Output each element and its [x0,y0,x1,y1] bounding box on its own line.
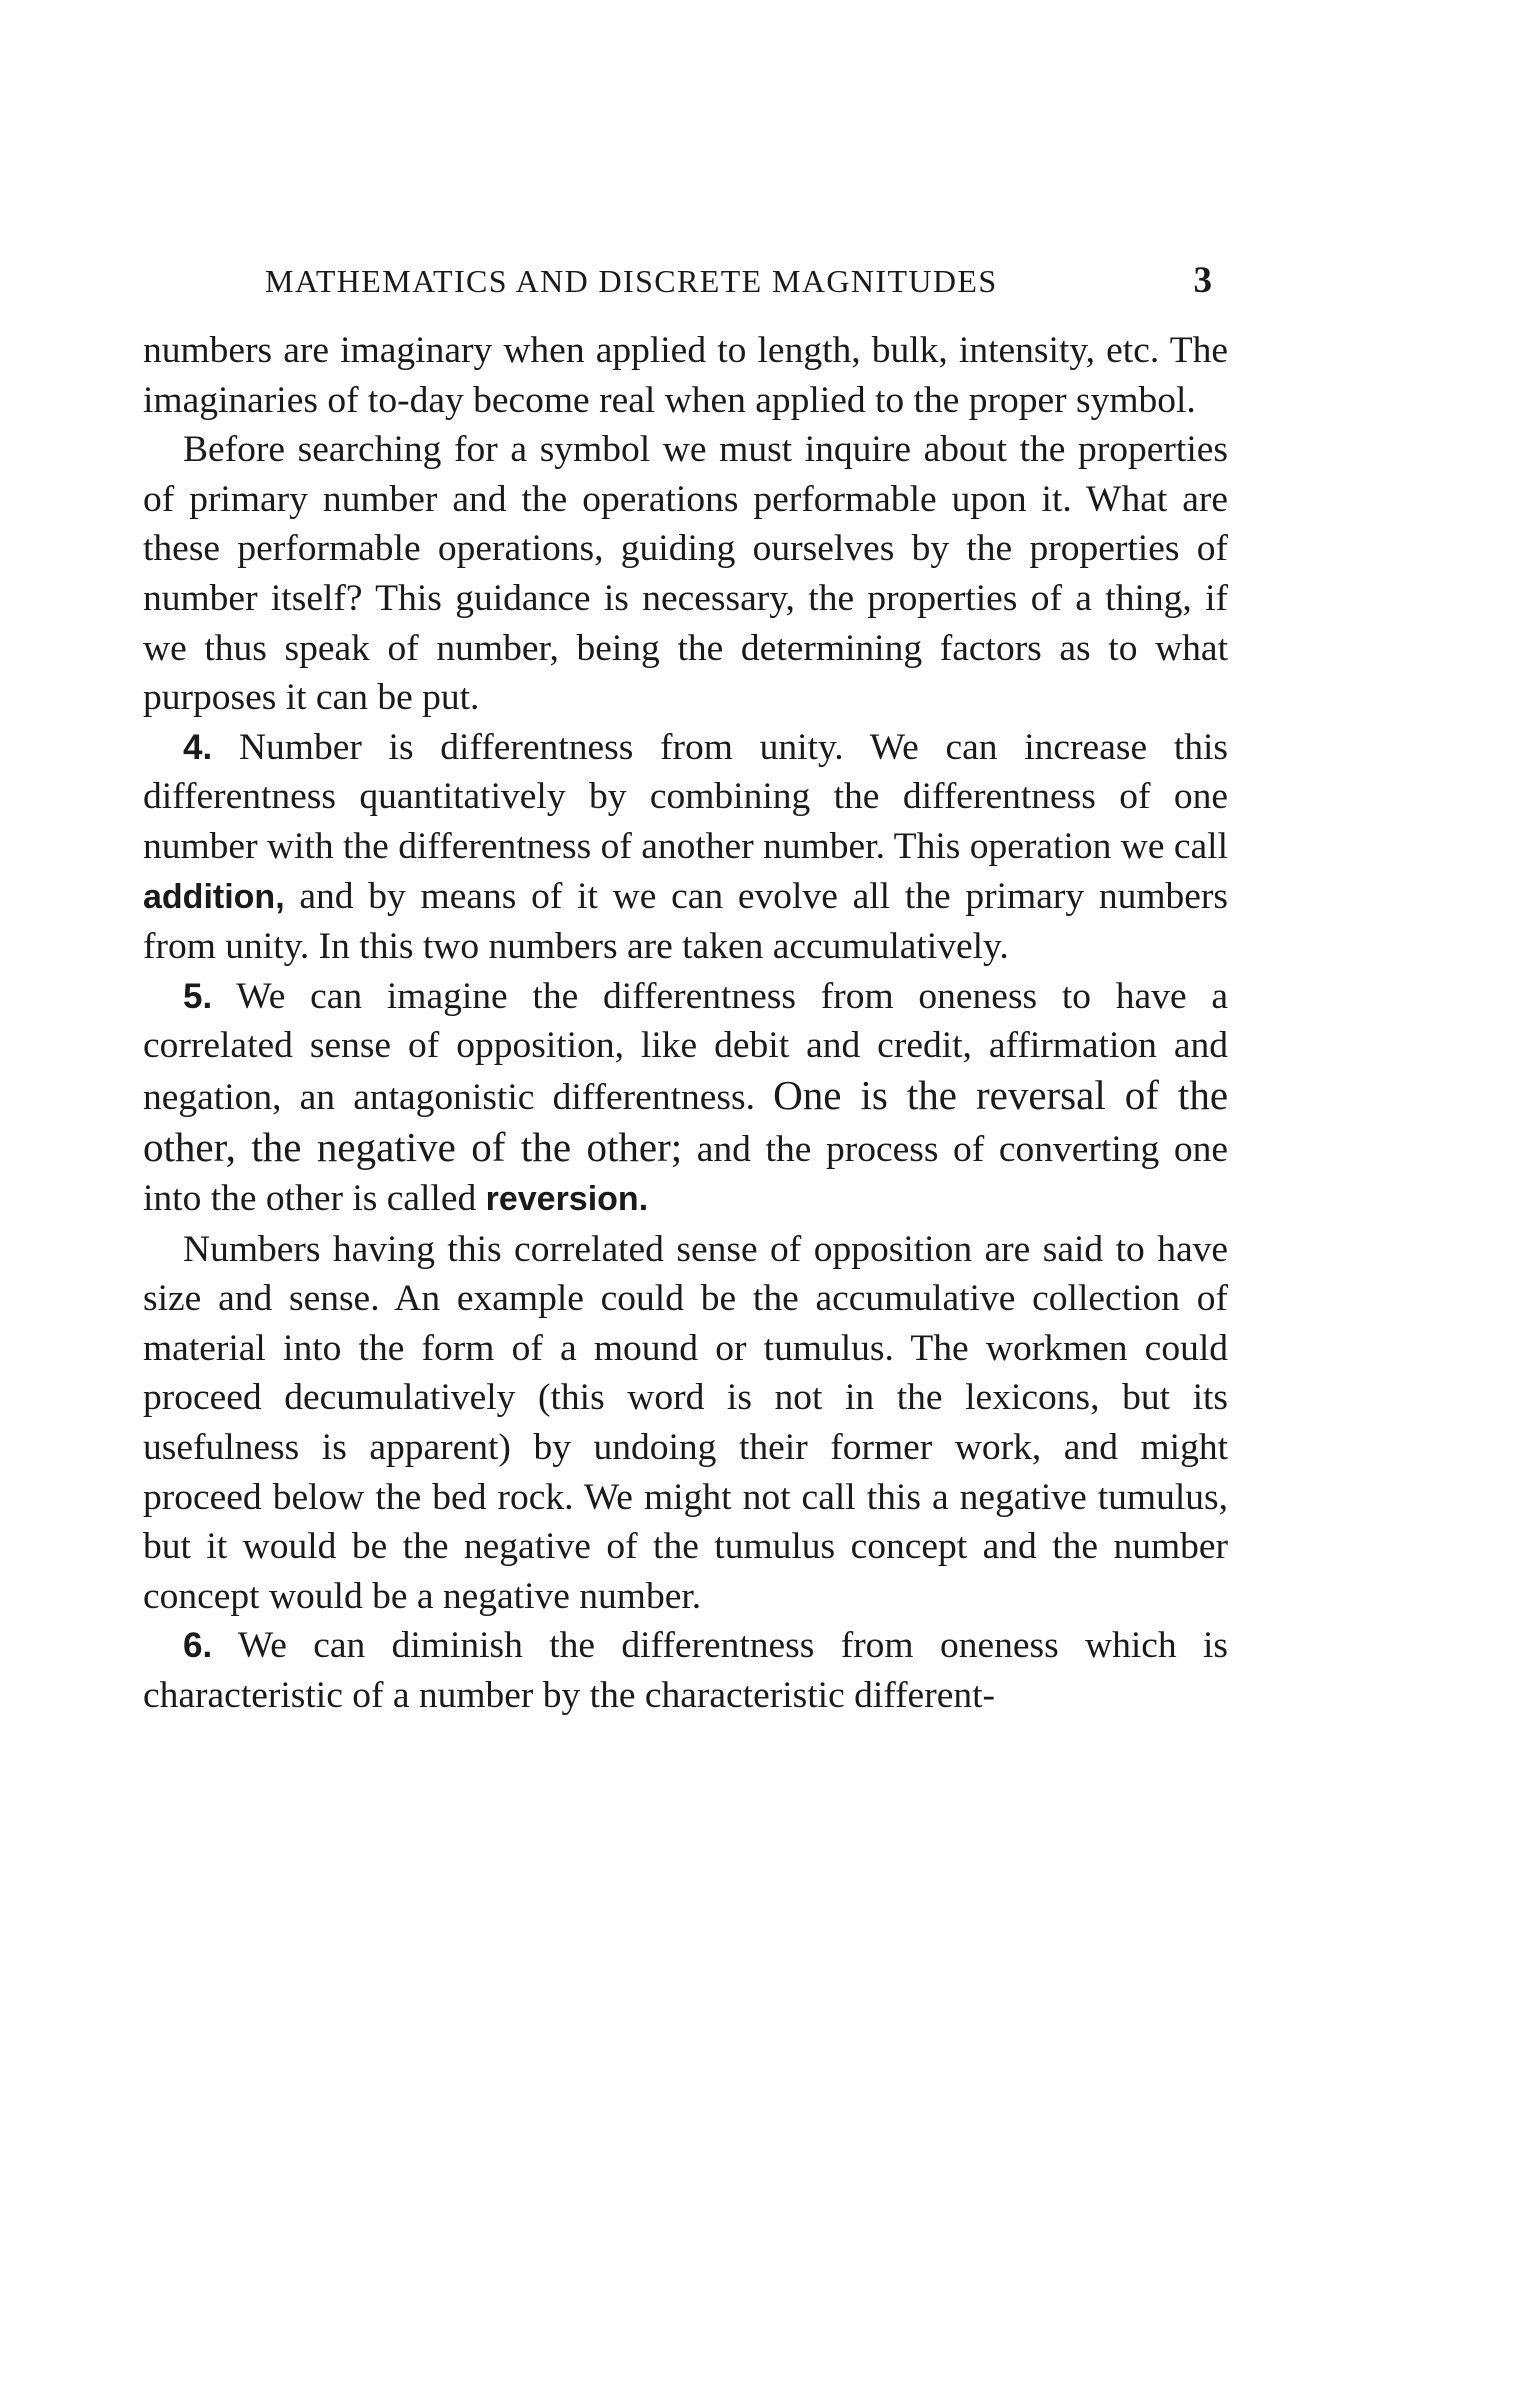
paragraph-continued: numbers are imaginary when applied to length, bulk, intensity, etc. The imaginaries of to-day become real when applied to the proper symbol. [143,330,1228,421]
body-text [143,326,1228,1721]
section-text: We can imagine the differentness from oneness to have a correlated sense of opposition, like debit and credit, affirmation and negation, an antagonistic differentness. [143,975,1228,1118]
section-text-large: One is the reversal of the other, the negative of the other; [143,1071,1229,1170]
paragraph-section-4 [143,723,1228,972]
section-text: and the process of converting one into the other is called [143,1128,1229,1220]
section-number: 4. [183,727,213,767]
bold-term-addition: addition, [143,877,285,916]
paragraph-size-and-sense: Numbers having this correlated sense of opposition are said to have size and sense. An example could be the accumulative collection of material into the form of a mound or tumulus. The workmen could proceed decumulatively (this word is not in the lexicons, but its usefulness is apparent) by undoing their former work, and might proceed below the bed rock. We might not call this a negative tumulus, but it would be the negative of the tumulus concept and the number concept would be a negative number. [143,1228,1228,1617]
bold-term-reversion: reversion. [485,1180,649,1219]
page-number: 3 [1193,260,1212,301]
paragraph-section-5 [143,972,1228,1225]
section-number: 5. [183,976,213,1016]
running-head [143,258,1228,304]
running-title: MATHEMATICS AND DISCRETE MAGNITUDES [265,263,998,299]
book-page [143,258,1228,1721]
section-number: 6. [183,1626,213,1666]
section-text: Number is differentness from unity. We can increase this differentness quantitatively by combining the differentness of one number with the differentness of another number. This operation we call [143,726,1228,867]
paragraph-section-6 [143,1621,1228,1720]
section-text: and by means of it we can evolve all the primary numbers from unity. In this two numbers are taken accumulatively. [143,875,1229,968]
section-text: We can diminish the differentness from oneness which is characteristic of a number by the characteristic different- [143,1625,1228,1717]
paragraph-symbol-search: Before searching for a symbol we must inquire about the properties of primary number and the operations performable upon it. What are these performable operations, guiding ourselves by the properties of number itself? This guidance is necessary, the properties of a thing, if we thus speak of number, being the determining factors as to what purposes it can be put. [143,429,1228,719]
